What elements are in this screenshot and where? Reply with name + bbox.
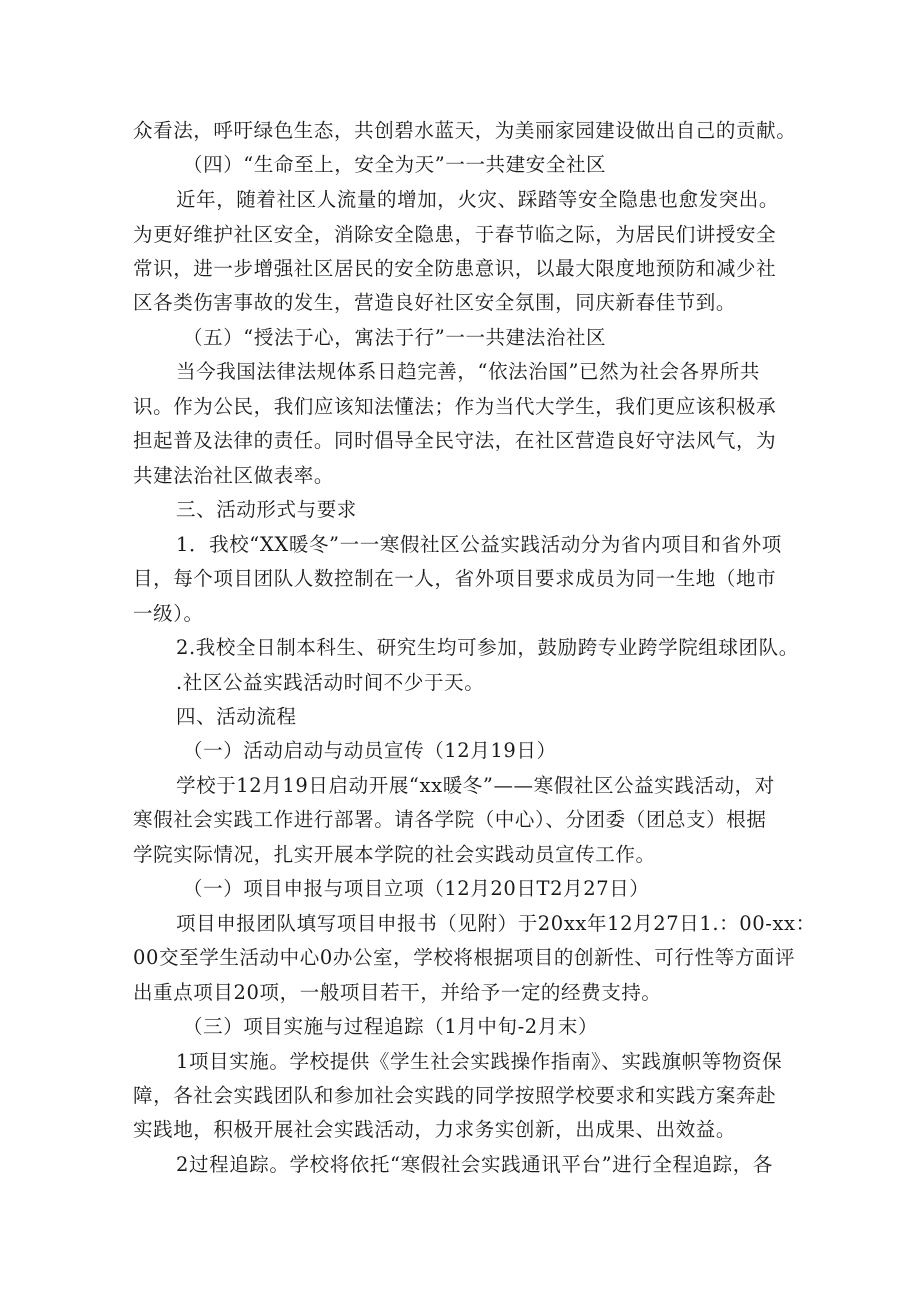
paragraph-line: 常识，进一步增强社区居民的安全防患意识，以最大限度地预防和减少社 [133,257,777,280]
paragraph-line: 障，各社会实践团队和参加社会实践的同学按照学校要求和实践方案奔赴 [133,1084,777,1107]
paragraph-line: 出重点项目20项，一般项目若干，并给予一定的经费支持。 [133,981,662,1004]
paragraph-line: 00交至学生活动中心0办公室，学校将根据项目的创新性、可行性等方面评 [133,946,796,969]
section-heading: 四、活动流程 [176,705,297,728]
section-heading: 三、活动形式与要求 [176,498,357,521]
section-heading: （五）“授法于心，寓法于行”一一共建法治社区 [183,326,607,349]
paragraph-line: 学校于12月19日启动开展“xx暖冬”——寒假社区公益实践活动，对 [176,774,775,797]
paragraph-line: 一级）。 [133,602,204,625]
paragraph-line: 寒假社会实践工作进行部署。请各学院（中心）、分团委（团总支）根据 [133,808,767,831]
paragraph-line: 识。作为公民，我们应该知法懂法；作为当代大学生，我们更应该积极承 [133,395,777,418]
paragraph-line: 区各类伤害事故的发生，营造良好社区安全氛围，同庆新春佳节到。 [133,291,737,314]
section-heading: （四）“生命至上，安全为天”一一共建安全社区 [183,153,607,176]
paragraph-line: 近年，随着社区人流量的增加，火灾、踩踏等安全隐患也愈发突出。 [176,188,780,211]
paragraph-line: .社区公益实践活动时间不少于天。 [176,671,485,694]
paragraph-line: 担起普及法律的责任。同时倡导全民守法，在社区营造良好守法风气，为 [133,429,777,452]
paragraph-line: 1．我校“XX暖冬”一一寒假社区公益实践活动分为省内项目和省外项 [176,533,782,556]
paragraph-line: 实践地，积极开展社会实践活动，力求务实创新，出成果、出效益。 [133,1118,737,1141]
paragraph-line: 目，每个项目团队人数控制在一人，省外项目要求成员为同一生地（地市 [133,567,777,590]
paragraph-line: 1项目实施。学校提供《学生社会实践操作指南》、实践旗帜等物资保 [176,1050,783,1073]
paragraph-line: 当今我国法律法规体系日趋完善，“依法治国”已然为社会各界所共 [176,360,760,383]
section-heading: （一）活动启动与动员宣传（12月19日） [183,739,557,762]
paragraph-line: 2过程追踪。学校将依托“寒假社会实践通讯平台”进行全程追踪，各 [176,1153,773,1176]
paragraph-line: 学院实际情况，扎实开展本学院的社会实践动员宣传工作。 [133,843,656,866]
paragraph-line: 共建法治社区做表率。 [133,464,335,487]
paragraph-line: 2.我校全日制本科生、研究生均可参加，鼓励跨专业跨学院组球团队。 [176,636,799,659]
section-heading: （一）项目申报与项目立项（12月20日T2月27日） [183,877,650,900]
paragraph-line: 众看法，呼吁绿色生态，共创碧水蓝天，为美丽家园建设做出自己的贡献。 [133,119,797,142]
section-heading: （三）项目实施与过程追踪（1月中旬-2月末） [183,1015,599,1038]
paragraph-line: 为更好维护社区安全，消除安全隐患，于春节临之际，为居民们讲授安全 [133,223,777,246]
paragraph-line: 项目申报团队填写项目申报书（见附）于20xx年12月27日1.：00-xx： [176,912,816,935]
